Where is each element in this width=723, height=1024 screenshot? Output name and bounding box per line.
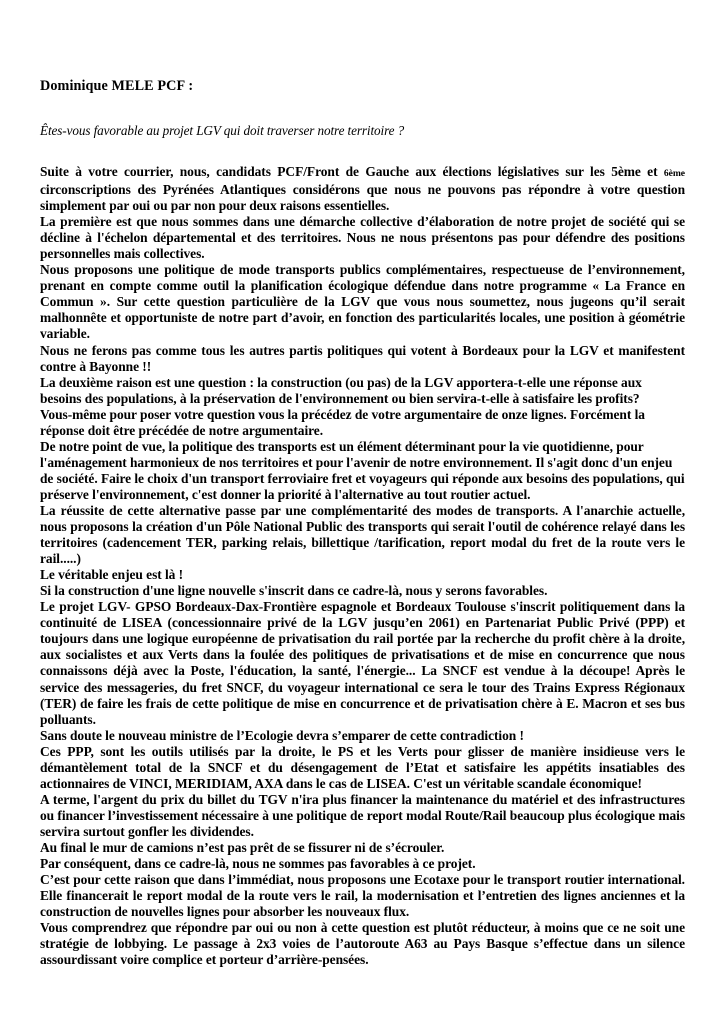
paragraph-2: La première est que nous sommes dans une démarche collective d’élaboration de notre projet de société qui se décline à l'échelon départemental et des territoires. Nous ne nous présentons pas pour défendre des positions personnelles mais collectives. <box>40 214 685 262</box>
document-content <box>40 0 685 968</box>
paragraph-18: Vous comprendrez que répondre par oui ou non à cette question est plutôt réducteur, à moins que ce ne soit une stratégie de lobbying. Le passage à 2x3 voies de l’autoroute A63 au Pays Basque s’effectue dans un silence assourdissant voire complice et porteur d’arrière-pensées. <box>40 920 685 968</box>
paragraph-15: Au final le mur de camions n’est pas prêt de se fissurer ni de s’écrouler. <box>40 839 445 855</box>
paragraph-11: Le projet LGV- GPSO Bordeaux-Dax-Frontière espagnole et Bordeaux Toulouse s'inscrit politiquement dans la continuité de LISEA (concessionnaire privé de la LGV jusqu’en 2061) en Partenariat Public Privé (PPP) et toujours dans une logique européenne de privatisation du rail portée par la recherche du profit chère à la droite, aux socialistes et aux Verts dans la foulée des politiques de privatisations et de mise en concurrence que nous connaissons déjà avec la Poste, l'éducation, la santé, l'énergie... La SNCF est vendue à la découpe! Après le service des messageries, du fret SNCF, du voyageur international ce sera le tour des Trains Express Régionaux (TER) de faire les frais de cette politique de mise en concurrence et de privatisation chère à E. Macron et ses bus polluants. <box>40 599 685 727</box>
paragraph-1 <box>40 164 685 214</box>
page-title: Dominique MELE PCF : <box>40 78 194 94</box>
paragraph-8: La réussite de cette alternative passe par une complémentarité des modes de transports. A l'anarchie actuelle, nous proposons la création d'un Pôle National Public des transports qui serait l'outil de cohérence relayé dans les territoires (cadencement TER, parking relais, billettique /tarification, report modal du fret de la route vers le rail.....) <box>40 502 685 567</box>
paragraph-5: La deuxième raison est une question : la construction (ou pas) de la LGV apportera-t-elle une réponse aux besoins des populations, à la préservation de l'environnement ou bien servira-t-elle à satisfaire les profits? <box>40 374 642 406</box>
paragraph-16: Par conséquent, dans ce cadre-là, nous ne sommes pas favorables à ce projet. <box>40 856 476 872</box>
paragraph-1-ordinal-small: 6ème <box>663 168 685 179</box>
paragraph-14: A terme, l'argent du prix du billet du TGV n'ira plus financer la maintenance du matériel et des infrastructures ou financer l’investissement nécessaire à une politique de report modal Route/Rail beaucoup plus écologique mais servira surtout gonfler les dividendes. <box>40 791 685 839</box>
paragraph-3: Nous proposons une politique de mode transports publics complémentaires, respectueuse de l’environnement, prenant en compte comme outil la planification écologique défendue dans notre programme « La France en Commun ». Sur cette question particulière de la LGV que vous nous soumettez, nous jugeons qu’il serait malhonnête et opportuniste de notre part d’avoir, en fonction des particularités locales, une position à géométrie variable. <box>40 262 685 342</box>
paragraph-6: Vous-même pour poser votre question vous la précédez de votre argumentaire de onze lignes. Forcément la réponse doit être précédée de notre argumentaire. <box>40 406 645 438</box>
paragraph-1-text-after: circonscriptions des Pyrénées Atlantiques considérons que nous ne pouvons pas répondre à votre question simplement par oui ou par non pour deux raisons essentielles. <box>40 182 685 214</box>
paragraph-1-text-before: Suite à votre courrier, nous, candidats PCF/Front de Gauche aux élections législatives sur les 5ème et <box>40 164 664 179</box>
paragraph-7: De notre point de vue, la politique des transports est un élément déterminant pour la vie quotidienne, pour l'aménagement harmonieux de nos territoires et pour l'avenir de notre environnement. Il s'agit donc d'un enjeu de société. Faire le choix d'un transport ferroviaire fret et voyageurs qui réponde aux besoins des populations, qui préserve l'environnement, c'est donner la priorité à l'alternative au tout routier actuel. <box>40 438 685 502</box>
paragraph-10: Si la construction d'une ligne nouvelle s'inscrit dans ce cadre-là, nous y serons favorables. <box>40 583 548 599</box>
paragraph-13: Ces PPP, sont les outils utilisés par la droite, le PS et les Verts pour glisser de manière insidieuse vers le démantèlement total de la SNCF et du désengagement de l’Etat et satisfaire les appétits insatiables des actionnaires de VINCI, MERIDIAM, AXA dans le cas de LISEA. C'est un véritable scandale économique! <box>40 743 685 791</box>
paragraph-12: Sans doute le nouveau ministre de l’Ecologie devra s’emparer de cette contradiction ! <box>40 727 524 743</box>
paragraph-9: Le véritable enjeu est là ! <box>40 567 184 583</box>
document-body <box>40 139 685 968</box>
paragraph-17: C’est pour cette raison que dans l’immédiat, nous proposons une Ecotaxe pour le transport routier international. Elle financerait le report modal de la route vers le rail, la modernisation et l’entretien des lignes anciennes et la construction de nouvelles lignes pour absorber les nouveaux flux. <box>40 872 685 920</box>
paragraph-4: Nous ne ferons pas comme tous les autres partis politiques qui votent à Bordeaux pour la LGV et manifestent contre à Bayonne !! <box>40 342 685 374</box>
question-prompt: Êtes-vous favorable au projet LGV qui doit traverser notre territoire ? <box>40 123 405 138</box>
